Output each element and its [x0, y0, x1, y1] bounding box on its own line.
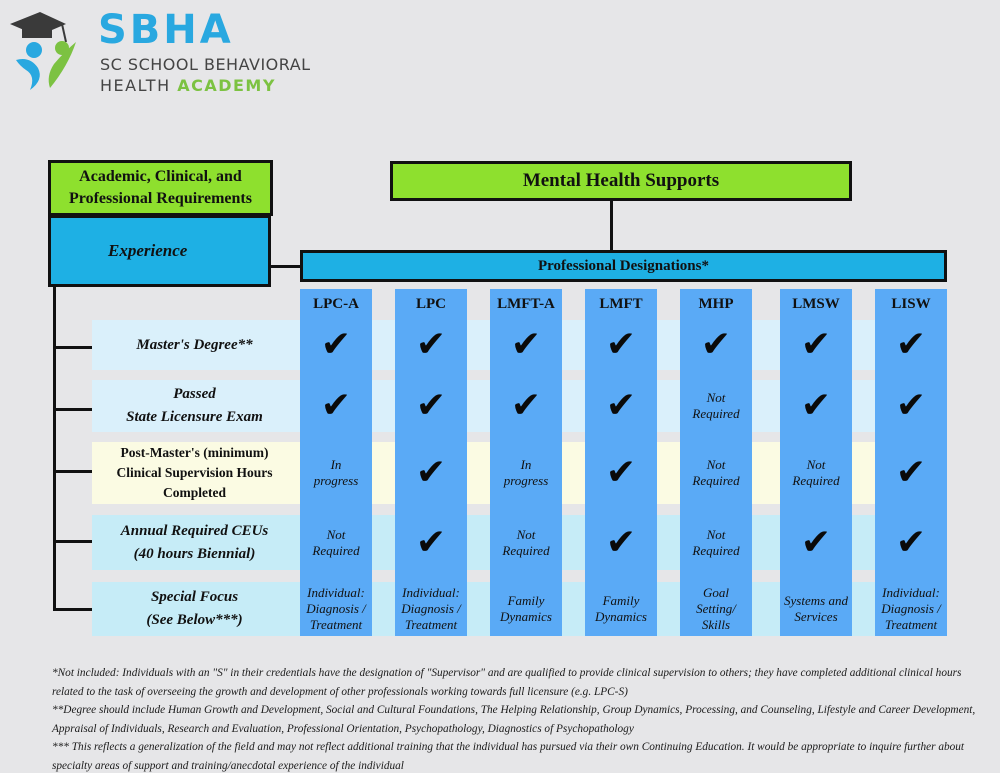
footnotes — [52, 664, 982, 773]
row-label-licensure: Passed State Licensure Exam — [126, 386, 263, 425]
connector-branch-1 — [53, 346, 92, 349]
check-icon: ✔ — [415, 521, 447, 563]
row-label-masters: Master's Degree** — [136, 336, 253, 353]
connector-mh-down — [610, 201, 613, 250]
sbha-logo — [6, 6, 346, 96]
connector-branch-4 — [53, 540, 92, 543]
cell-text: Goal Setting/ Skills — [696, 585, 736, 632]
check-icon: ✔ — [415, 324, 447, 365]
column-header: LPC-A — [313, 296, 359, 312]
check-icon: ✔ — [320, 385, 352, 426]
check-icon: ✔ — [605, 324, 637, 365]
check-icon: ✔ — [510, 385, 542, 426]
graduate-icon — [6, 6, 96, 96]
cell-text: Not Required — [312, 526, 360, 558]
cell-text: In progress — [503, 457, 549, 488]
logo-subtitle: SC SCHOOL BEHAVIORAL — [100, 55, 311, 74]
cell-text: Not Required — [692, 526, 740, 558]
connector-branch-3 — [53, 470, 92, 473]
check-icon: ✔ — [895, 385, 927, 426]
check-icon: ✔ — [415, 452, 447, 493]
check-icon: ✔ — [605, 385, 637, 426]
professional-designations-box: Professional Designations* — [300, 250, 947, 282]
cell-text: Not Required — [792, 457, 840, 488]
check-icon: ✔ — [415, 385, 447, 426]
column-header: MHP — [698, 296, 734, 312]
check-icon: ✔ — [320, 324, 352, 365]
column-header: LPC — [416, 296, 446, 312]
cell-text: Individual: Diagnosis / Treatment — [401, 585, 461, 632]
check-icon: ✔ — [700, 324, 732, 365]
connector-branch-2 — [53, 408, 92, 411]
check-icon: ✔ — [895, 452, 927, 493]
requirements-box: Academic, Clinical, and Professional Requirements — [48, 160, 273, 216]
cell-text: Individual: Diagnosis / Treatment — [306, 585, 366, 632]
cell-text: In progress — [313, 457, 359, 488]
check-icon: ✔ — [605, 452, 637, 493]
column-header: LMFT — [599, 296, 643, 312]
check-icon: ✔ — [605, 521, 637, 563]
experience-box: Experience — [48, 215, 271, 287]
column-header: LISW — [891, 296, 931, 312]
cell-text: Family Dynamics — [500, 593, 552, 624]
logo-subtitle-2: HEALTH ACADEMY — [100, 76, 276, 95]
mental-health-supports-box: Mental Health Supports — [390, 161, 852, 201]
cell-text: Not Required — [502, 526, 550, 558]
cell-text: Family Dynamics — [595, 593, 647, 624]
check-icon: ✔ — [800, 324, 832, 365]
row-label-focus: Special Focus (See Below***) — [146, 589, 243, 628]
cell-text: Not Required — [692, 390, 740, 421]
check-icon: ✔ — [895, 324, 927, 365]
cell-text: Systems and Services — [784, 593, 848, 624]
footnote-degree: **Degree should include Human Growth and Development, Social and Cultural Foundations, The Helping Relationship, Group Dynamics, Processing, and Counseling, Lifestyle and Career Development, Appraisal of Individuals, Research and Evaluation, Professional Orientation, Psychopathology, Diagnostics of Psychopathology — [52, 704, 976, 735]
logo-title: SBHA — [98, 7, 234, 53]
connector-exp-to-pd — [271, 265, 300, 268]
column-header: LMSW — [792, 296, 840, 312]
column-header: LMFT-A — [497, 296, 555, 312]
check-icon: ✔ — [800, 385, 832, 426]
footnote-generalization: *** This reflects a generalization of the field and may not reflect additional training that the individual has pursued via their own Continuing Education. It would be appropriate to inquire further about specialty areas of support and training/anecdotal experience of the individual — [52, 741, 965, 772]
cell-text: Not Required — [692, 457, 740, 488]
cell-text: Individual: Diagnosis / Treatment — [881, 585, 941, 632]
connector-trunk — [53, 287, 56, 611]
check-icon: ✔ — [895, 521, 927, 563]
row-label-ceus: Annual Required CEUs (40 hours Biennial) — [120, 522, 269, 562]
check-icon: ✔ — [800, 521, 832, 563]
footnote-supervisor: *Not included: Individuals with an "S" in their credentials have the designation of "Supervisor" and are qualified to provide clinical supervision to others; they have completed additional clinical hours related to the task of overseeing the growth and development of other professionals working towards full licensure (e.g. LPC-S) — [52, 667, 962, 698]
row-label-supervision: Post-Master's (minimum) Clinical Supervision Hours Completed — [116, 445, 273, 500]
connector-branch-5 — [53, 608, 92, 611]
check-icon: ✔ — [510, 324, 542, 365]
